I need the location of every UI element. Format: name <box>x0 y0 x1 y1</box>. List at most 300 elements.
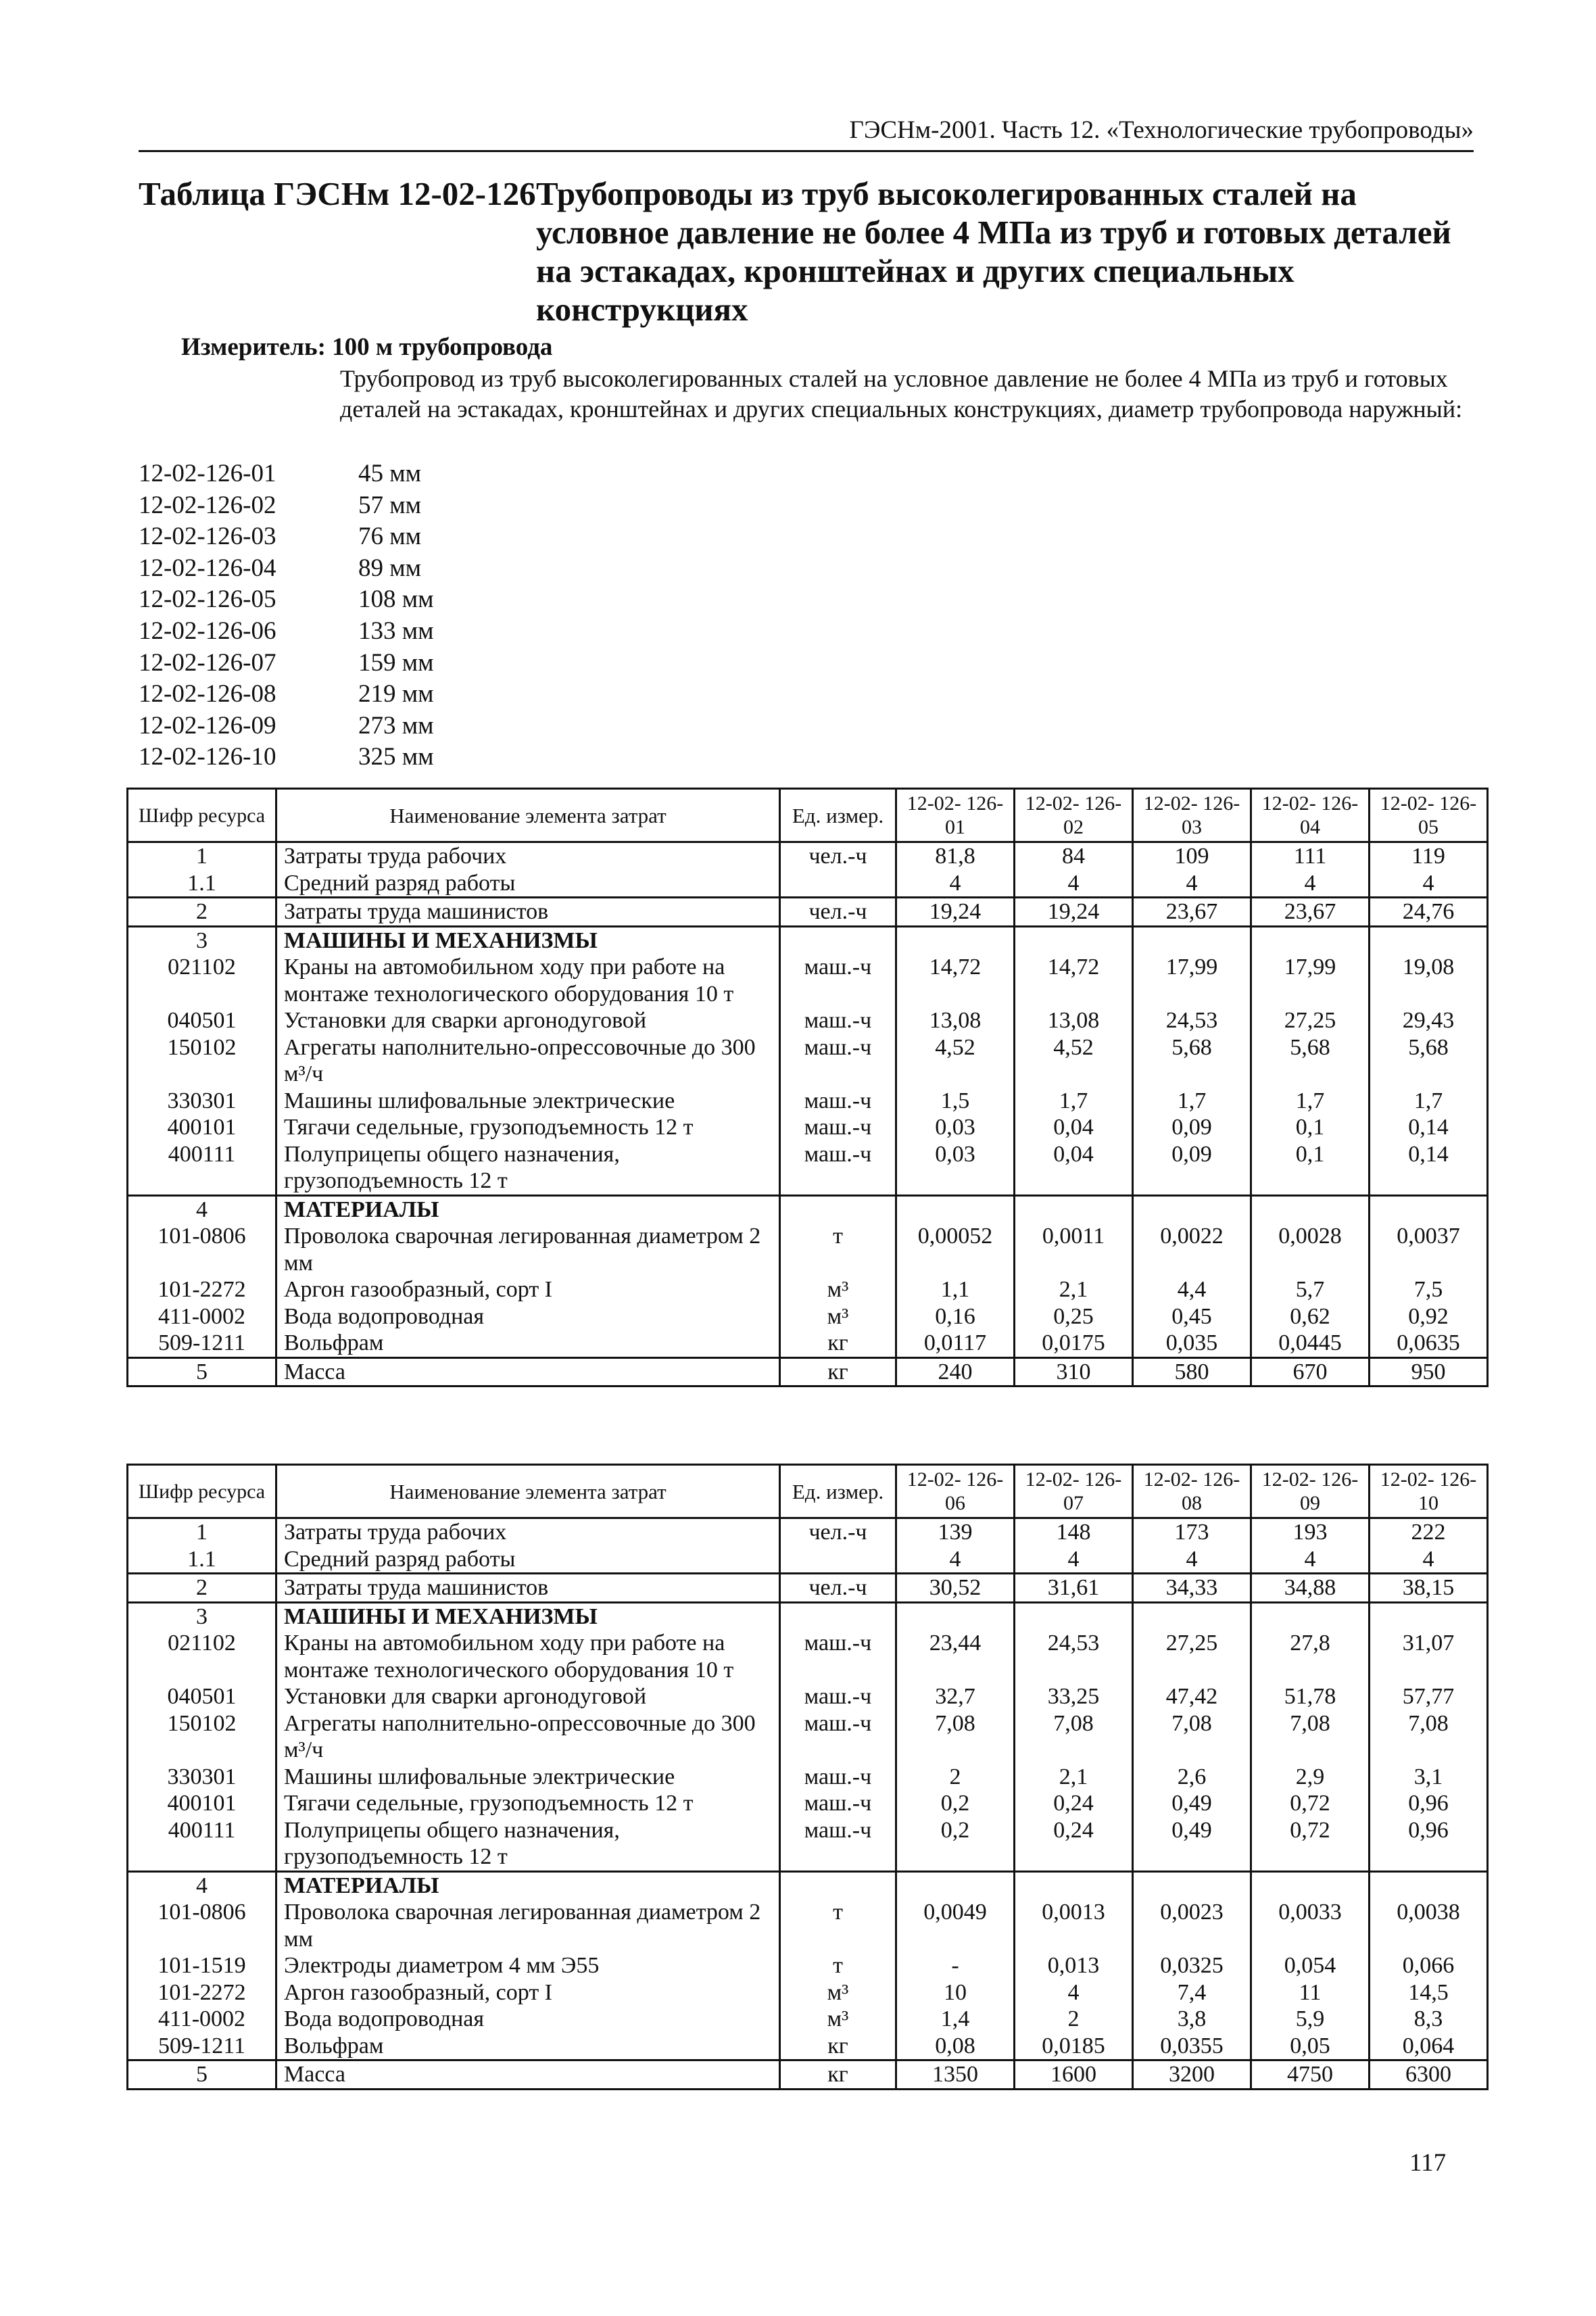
cost-element-name: Аргон газообразный, сорт I <box>276 1276 780 1303</box>
value-cell: 0,0185 <box>1015 2033 1133 2060</box>
table-row <box>128 1034 1488 1088</box>
value-cell: 0,14 <box>1370 1141 1488 1196</box>
resource-code: 1.1 <box>128 870 276 898</box>
value-cell <box>896 1602 1015 1630</box>
value-cell: 57,77 <box>1370 1683 1488 1710</box>
table-row <box>128 1871 1488 1899</box>
cost-element-name: Затраты труда рабочих <box>276 842 780 870</box>
cost-element-name: Краны на автомобильном ходу при работе на монтаже технологического оборудования 10 т <box>276 1630 780 1683</box>
value-cell <box>1015 1602 1133 1630</box>
unit-cell: маш.-ч <box>780 1141 896 1196</box>
rate-code: 12-02-126-08 <box>139 680 276 708</box>
value-cell: 0,054 <box>1251 1952 1370 1979</box>
value-cell: 7,08 <box>1015 1710 1133 1764</box>
code-list-item <box>139 490 434 522</box>
cost-element-name: Тягачи седельные, грузоподъемность 12 т <box>276 1114 780 1141</box>
resource-code: 400101 <box>128 1790 276 1817</box>
rate-code: 12-02-126-02 <box>139 491 276 519</box>
unit-cell <box>780 1195 896 1223</box>
value-cell: 0,0023 <box>1133 1899 1251 1952</box>
value-cell: 0,0355 <box>1133 2033 1251 2060</box>
unit-cell: маш.-ч <box>780 1817 896 1872</box>
value-cell: 0,035 <box>1133 1330 1251 1357</box>
value-cell: 0,16 <box>896 1303 1015 1330</box>
resource-code: 2 <box>128 898 276 927</box>
unit-cell: чел.-ч <box>780 842 896 870</box>
value-cell: 109 <box>1133 842 1251 870</box>
unit-cell: маш.-ч <box>780 1764 896 1791</box>
value-cell: 5,68 <box>1370 1034 1488 1088</box>
value-cell: 24,53 <box>1015 1630 1133 1683</box>
cost-element-name: Краны на автомобильном ходу при работе на монтаже технологического оборудования 10 т <box>276 954 780 1007</box>
resource-code: 1.1 <box>128 1546 276 1574</box>
cost-element-name: Средний разряд работы <box>276 1546 780 1574</box>
unit-cell <box>780 870 896 898</box>
value-cell <box>1370 1195 1488 1223</box>
table-row <box>128 1952 1488 1979</box>
table-header-row <box>128 1465 1488 1518</box>
value-cell: 4 <box>1251 870 1370 898</box>
unit-cell: кг <box>780 2033 896 2060</box>
unit-cell <box>780 1546 896 1574</box>
pipe-diameter: 133 мм <box>358 617 434 645</box>
value-cell: 0,04 <box>1015 1141 1133 1196</box>
header-rate: 12-02- 126-09 <box>1251 1465 1370 1518</box>
unit-cell: чел.-ч <box>780 1518 896 1546</box>
value-cell: 0,24 <box>1015 1790 1133 1817</box>
resource-code: 3 <box>128 926 276 954</box>
unit-cell: маш.-ч <box>780 1088 896 1115</box>
value-cell: 0,0011 <box>1015 1223 1133 1276</box>
value-cell <box>1370 1602 1488 1630</box>
value-cell: 119 <box>1370 842 1488 870</box>
value-cell: 19,24 <box>1015 898 1133 927</box>
pipe-diameter: 108 мм <box>358 585 434 614</box>
resource-code: 5 <box>128 1357 276 1386</box>
table-row <box>128 2060 1488 2090</box>
value-cell: 13,08 <box>1015 1007 1133 1034</box>
table-row <box>128 1141 1488 1196</box>
value-cell: 34,88 <box>1251 1574 1370 1603</box>
resource-code: 040501 <box>128 1007 276 1034</box>
resource-code: 400111 <box>128 1817 276 1872</box>
value-cell: 0,03 <box>896 1141 1015 1196</box>
cost-element-name: Полуприцепы общего назначения, грузоподъемность 12 т <box>276 1141 780 1196</box>
value-cell: 0,24 <box>1015 1817 1133 1872</box>
value-cell: 30,52 <box>896 1574 1015 1603</box>
value-cell: 23,67 <box>1251 898 1370 927</box>
value-cell <box>1251 1195 1370 1223</box>
header-name: Наименование элемента затрат <box>276 1465 780 1518</box>
value-cell: 3200 <box>1133 2060 1251 2090</box>
value-cell: 24,53 <box>1133 1007 1251 1034</box>
value-cell: 14,72 <box>896 954 1015 1007</box>
value-cell: 1,7 <box>1133 1088 1251 1115</box>
pipe-diameter: 273 мм <box>358 711 434 740</box>
value-cell: 2,1 <box>1015 1764 1133 1791</box>
code-list <box>139 458 434 773</box>
value-cell: 4 <box>1015 870 1133 898</box>
value-cell: 0,25 <box>1015 1303 1133 1330</box>
value-cell: 1,5 <box>896 1088 1015 1115</box>
value-cell: 193 <box>1251 1518 1370 1546</box>
value-cell: 0,96 <box>1370 1790 1488 1817</box>
value-cell <box>1015 926 1133 954</box>
value-cell: - <box>896 1952 1015 1979</box>
header-rate: 12-02- 126-06 <box>896 1465 1015 1518</box>
rate-code: 12-02-126-06 <box>139 617 276 645</box>
value-cell <box>1133 1195 1251 1223</box>
value-cell: 5,7 <box>1251 1276 1370 1303</box>
value-cell: 4 <box>1133 870 1251 898</box>
resource-code: 411-0002 <box>128 1303 276 1330</box>
table-row <box>128 1518 1488 1546</box>
value-cell <box>896 926 1015 954</box>
unit-cell: т <box>780 1223 896 1276</box>
header-rate: 12-02- 126-08 <box>1133 1465 1251 1518</box>
value-cell: 2,1 <box>1015 1276 1133 1303</box>
resource-code: 509-1211 <box>128 2033 276 2060</box>
table-row <box>128 1007 1488 1034</box>
value-cell <box>1251 1871 1370 1899</box>
resource-code: 150102 <box>128 1710 276 1764</box>
resource-code: 150102 <box>128 1034 276 1088</box>
table-row <box>128 1790 1488 1817</box>
value-cell: 0,0445 <box>1251 1330 1370 1357</box>
pipe-diameter: 45 мм <box>358 460 422 487</box>
value-cell: 34,33 <box>1133 1574 1251 1603</box>
value-cell <box>896 1195 1015 1223</box>
value-cell <box>1015 1195 1133 1223</box>
value-cell: 6300 <box>1370 2060 1488 2090</box>
rate-code: 12-02-126-07 <box>139 648 276 677</box>
resource-code: 411-0002 <box>128 2006 276 2033</box>
value-cell: 0,08 <box>896 2033 1015 2060</box>
header-unit: Ед. измер. <box>780 1465 896 1518</box>
cost-element-name: Аргон газообразный, сорт I <box>276 1979 780 2006</box>
code-list-item <box>139 648 434 679</box>
cost-element-name: Вольфрам <box>276 2033 780 2060</box>
value-cell: 4 <box>896 1546 1015 1574</box>
table-row <box>128 1195 1488 1223</box>
value-cell: 0,96 <box>1370 1817 1488 1872</box>
value-cell: 2,9 <box>1251 1764 1370 1791</box>
table-row <box>128 842 1488 870</box>
unit-cell: кг <box>780 2060 896 2090</box>
cost-element-name: Проволока сварочная легированная диаметром 2 мм <box>276 1899 780 1952</box>
value-cell: 3,1 <box>1370 1764 1488 1791</box>
unit-cell: т <box>780 1952 896 1979</box>
unit-cell: чел.-ч <box>780 898 896 927</box>
unit-cell: маш.-ч <box>780 1114 896 1141</box>
value-cell: 19,24 <box>896 898 1015 927</box>
rate-code: 12-02-126-09 <box>139 711 276 740</box>
cost-element-name: Тягачи седельные, грузоподъемность 12 т <box>276 1790 780 1817</box>
value-cell: 19,08 <box>1370 954 1488 1007</box>
value-cell: 0,0013 <box>1015 1899 1133 1952</box>
value-cell: 222 <box>1370 1518 1488 1546</box>
cost-element-name: Масса <box>276 1357 780 1386</box>
value-cell: 111 <box>1251 842 1370 870</box>
value-cell: 0,62 <box>1251 1303 1370 1330</box>
value-cell: 5,68 <box>1133 1034 1251 1088</box>
table-row <box>128 870 1488 898</box>
value-cell: 4 <box>896 870 1015 898</box>
header-rate: 12-02- 126-10 <box>1370 1465 1488 1518</box>
value-cell: 0,49 <box>1133 1817 1251 1872</box>
cost-element-name: Затраты труда машинистов <box>276 898 780 927</box>
value-cell <box>1133 1871 1251 1899</box>
work-description: Трубопровод из труб высоколегированных сталей на условное давление не более 4 МПа из труб и готовых деталей на эстакадах, кронштейнах и других специальных конструкциях, диаметр трубопровода наружный: <box>340 365 1463 423</box>
value-cell: 0,03 <box>896 1114 1015 1141</box>
value-cell: 0,09 <box>1133 1141 1251 1196</box>
value-cell: 29,43 <box>1370 1007 1488 1034</box>
value-cell: 23,44 <box>896 1630 1015 1683</box>
value-cell <box>1133 926 1251 954</box>
cost-element-name: Установки для сварки аргонодуговой <box>276 1007 780 1034</box>
resource-code: 330301 <box>128 1764 276 1791</box>
cost-element-name: Электроды диаметром 4 мм Э55 <box>276 1952 780 1979</box>
rate-code: 12-02-126-10 <box>139 743 276 771</box>
value-cell: 4,52 <box>1015 1034 1133 1088</box>
unit-cell: маш.-ч <box>780 954 896 1007</box>
value-cell: 0,05 <box>1251 2033 1370 2060</box>
table-row <box>128 1602 1488 1630</box>
resource-code: 021102 <box>128 954 276 1007</box>
header-rate: 12-02- 126-01 <box>896 789 1015 842</box>
value-cell: 0,49 <box>1133 1790 1251 1817</box>
value-cell: 2 <box>1015 2006 1133 2033</box>
pipe-diameter: 76 мм <box>358 523 422 551</box>
value-cell: 1600 <box>1015 2060 1133 2090</box>
value-cell: 4,52 <box>896 1034 1015 1088</box>
value-cell: 1,7 <box>1251 1088 1370 1115</box>
value-cell: 27,25 <box>1251 1007 1370 1034</box>
value-cell <box>1370 1871 1488 1899</box>
code-list-item <box>139 679 434 710</box>
resource-code: 4 <box>128 1195 276 1223</box>
table-row <box>128 1276 1488 1303</box>
value-cell: 0,0038 <box>1370 1899 1488 1952</box>
value-cell: 5,9 <box>1251 2006 1370 2033</box>
table-row <box>128 1574 1488 1603</box>
value-cell: 17,99 <box>1133 954 1251 1007</box>
table-row <box>128 1223 1488 1276</box>
cost-element-name: МАШИНЫ И МЕХАНИЗМЫ <box>276 1602 780 1630</box>
value-cell: 0,92 <box>1370 1303 1488 1330</box>
unit-cell: маш.-ч <box>780 1790 896 1817</box>
value-cell: 0,064 <box>1370 2033 1488 2060</box>
pipe-diameter: 325 мм <box>358 743 434 771</box>
value-cell: 47,42 <box>1133 1683 1251 1710</box>
value-cell: 3,8 <box>1133 2006 1251 2033</box>
value-cell: 0,0117 <box>896 1330 1015 1357</box>
value-cell: 51,78 <box>1251 1683 1370 1710</box>
table-header-row <box>128 789 1488 842</box>
table-row <box>128 898 1488 927</box>
value-cell: 24,76 <box>1370 898 1488 927</box>
table-row <box>128 1303 1488 1330</box>
table-row <box>128 1630 1488 1683</box>
resource-code: 021102 <box>128 1630 276 1683</box>
value-cell: 0,013 <box>1015 1952 1133 1979</box>
value-cell: 31,61 <box>1015 1574 1133 1603</box>
cost-element-name: Масса <box>276 2060 780 2090</box>
value-cell <box>1251 926 1370 954</box>
rate-code: 12-02-126-01 <box>139 460 276 487</box>
value-cell: 33,25 <box>1015 1683 1133 1710</box>
unit-cell: т <box>780 1899 896 1952</box>
unit-cell <box>780 1602 896 1630</box>
value-cell: 4 <box>1251 1546 1370 1574</box>
value-cell: 32,7 <box>896 1683 1015 1710</box>
value-cell: 84 <box>1015 842 1133 870</box>
resource-code: 5 <box>128 2060 276 2090</box>
running-header: ГЭСНм-2001. Часть 12. «Технологические трубопроводы» <box>139 115 1474 152</box>
value-cell <box>1370 926 1488 954</box>
unit-cell: чел.-ч <box>780 1574 896 1603</box>
value-cell: 7,4 <box>1133 1979 1251 2006</box>
value-cell: 0,2 <box>896 1790 1015 1817</box>
cost-element-name: Проволока сварочная легированная диаметром 2 мм <box>276 1223 780 1276</box>
value-cell: 0,0175 <box>1015 1330 1133 1357</box>
value-cell: 0,14 <box>1370 1114 1488 1141</box>
value-cell: 7,08 <box>1370 1710 1488 1764</box>
table-title-body: Трубопроводы из труб высоколегированных сталей на условное давление не более 4 МПа из труб и готовых деталей на эстакадах, кронштейнах и других специальных конструкциях <box>536 175 1451 328</box>
value-cell: 1,4 <box>896 2006 1015 2033</box>
value-cell: 7,08 <box>1251 1710 1370 1764</box>
header-unit: Ед. измер. <box>780 789 896 842</box>
value-cell: 11 <box>1251 1979 1370 2006</box>
table-row <box>128 926 1488 954</box>
code-list-item <box>139 458 434 490</box>
code-list-item <box>139 553 434 585</box>
table-row <box>128 1979 1488 2006</box>
value-cell: 0,45 <box>1133 1303 1251 1330</box>
cost-element-name: Вода водопроводная <box>276 2006 780 2033</box>
header-code: Шифр ресурса <box>128 1465 276 1518</box>
table-row <box>128 1817 1488 1872</box>
rate-code: 12-02-126-04 <box>139 554 276 582</box>
value-cell: 31,07 <box>1370 1630 1488 1683</box>
resource-code: 101-2272 <box>128 1979 276 2006</box>
header-rate: 12-02- 126-03 <box>1133 789 1251 842</box>
header-code: Шифр ресурса <box>128 789 276 842</box>
unit-cell: м³ <box>780 1979 896 2006</box>
value-cell: 14,72 <box>1015 954 1133 1007</box>
unit-cell: маш.-ч <box>780 1630 896 1683</box>
header-rate: 12-02- 126-05 <box>1370 789 1488 842</box>
header-rate: 12-02- 126-07 <box>1015 1465 1133 1518</box>
value-cell <box>1133 1602 1251 1630</box>
header-rate: 12-02- 126-04 <box>1251 789 1370 842</box>
cost-element-name: Затраты труда машинистов <box>276 1574 780 1603</box>
value-cell: 0,0049 <box>896 1899 1015 1952</box>
resource-code: 2 <box>128 1574 276 1603</box>
resource-code: 1 <box>128 1518 276 1546</box>
resource-table-1 <box>126 788 1489 1387</box>
rate-code: 12-02-126-05 <box>139 585 276 614</box>
value-cell: 580 <box>1133 1357 1251 1386</box>
value-cell: 7,5 <box>1370 1276 1488 1303</box>
value-cell: 0,0325 <box>1133 1952 1251 1979</box>
resource-code: 4 <box>128 1871 276 1899</box>
value-cell <box>1251 1602 1370 1630</box>
value-cell: 310 <box>1015 1357 1133 1386</box>
value-cell: 0,1 <box>1251 1114 1370 1141</box>
unit-cell: маш.-ч <box>780 1710 896 1764</box>
value-cell: 14,5 <box>1370 1979 1488 2006</box>
unit-cell: кг <box>780 1357 896 1386</box>
cost-element-name: МАТЕРИАЛЫ <box>276 1195 780 1223</box>
header-name: Наименование элемента затрат <box>276 789 780 842</box>
cost-element-name: Вода водопроводная <box>276 1303 780 1330</box>
value-cell: 5,68 <box>1251 1034 1370 1088</box>
value-cell: 0,2 <box>896 1817 1015 1872</box>
value-cell: 0,0022 <box>1133 1223 1251 1276</box>
unit-cell: м³ <box>780 1303 896 1330</box>
value-cell: 4 <box>1015 1979 1133 2006</box>
value-cell: 81,8 <box>896 842 1015 870</box>
value-cell: 148 <box>1015 1518 1133 1546</box>
resource-code: 330301 <box>128 1088 276 1115</box>
table-row <box>128 2033 1488 2060</box>
code-list-item <box>139 742 434 773</box>
cost-element-name: Установки для сварки аргонодуговой <box>276 1683 780 1710</box>
value-cell: 1,1 <box>896 1276 1015 1303</box>
value-cell: 950 <box>1370 1357 1488 1386</box>
value-cell: 0,066 <box>1370 1952 1488 1979</box>
header-rate: 12-02- 126-02 <box>1015 789 1133 842</box>
resource-code: 1 <box>128 842 276 870</box>
value-cell: 173 <box>1133 1518 1251 1546</box>
value-cell: 4 <box>1370 1546 1488 1574</box>
value-cell: 27,8 <box>1251 1630 1370 1683</box>
value-cell: 8,3 <box>1370 2006 1488 2033</box>
rate-code: 12-02-126-03 <box>139 523 276 551</box>
value-cell: 240 <box>896 1357 1015 1386</box>
unit-cell: маш.-ч <box>780 1007 896 1034</box>
unit-cell <box>780 926 896 954</box>
value-cell: 670 <box>1251 1357 1370 1386</box>
value-cell <box>896 1871 1015 1899</box>
code-list-item <box>139 710 434 742</box>
value-cell: 0,00052 <box>896 1223 1015 1276</box>
value-cell: 7,08 <box>1133 1710 1251 1764</box>
value-cell: 10 <box>896 1979 1015 2006</box>
value-cell: 17,99 <box>1251 954 1370 1007</box>
value-cell: 4 <box>1370 870 1488 898</box>
cost-element-name: Машины шлифовальные электрические <box>276 1764 780 1791</box>
table-row <box>128 1546 1488 1574</box>
value-cell: 0,0635 <box>1370 1330 1488 1357</box>
value-cell: 7,08 <box>896 1710 1015 1764</box>
table-row <box>128 1764 1488 1791</box>
cost-element-name: Вольфрам <box>276 1330 780 1357</box>
cost-element-name: Агрегаты наполнительно-опрессовочные до 300 м³/ч <box>276 1034 780 1088</box>
resource-code: 509-1211 <box>128 1330 276 1357</box>
unit-cell <box>780 1871 896 1899</box>
pipe-diameter: 57 мм <box>358 491 422 519</box>
cost-element-name: Агрегаты наполнительно-опрессовочные до 300 м³/ч <box>276 1710 780 1764</box>
value-cell: 2,6 <box>1133 1764 1251 1791</box>
cost-element-name: Полуприцепы общего назначения, грузоподъемность 12 т <box>276 1817 780 1872</box>
resource-code: 3 <box>128 1602 276 1630</box>
table-row <box>128 1114 1488 1141</box>
pipe-diameter: 89 мм <box>358 554 422 582</box>
value-cell: 1,7 <box>1015 1088 1133 1115</box>
unit-cell: маш.-ч <box>780 1034 896 1088</box>
